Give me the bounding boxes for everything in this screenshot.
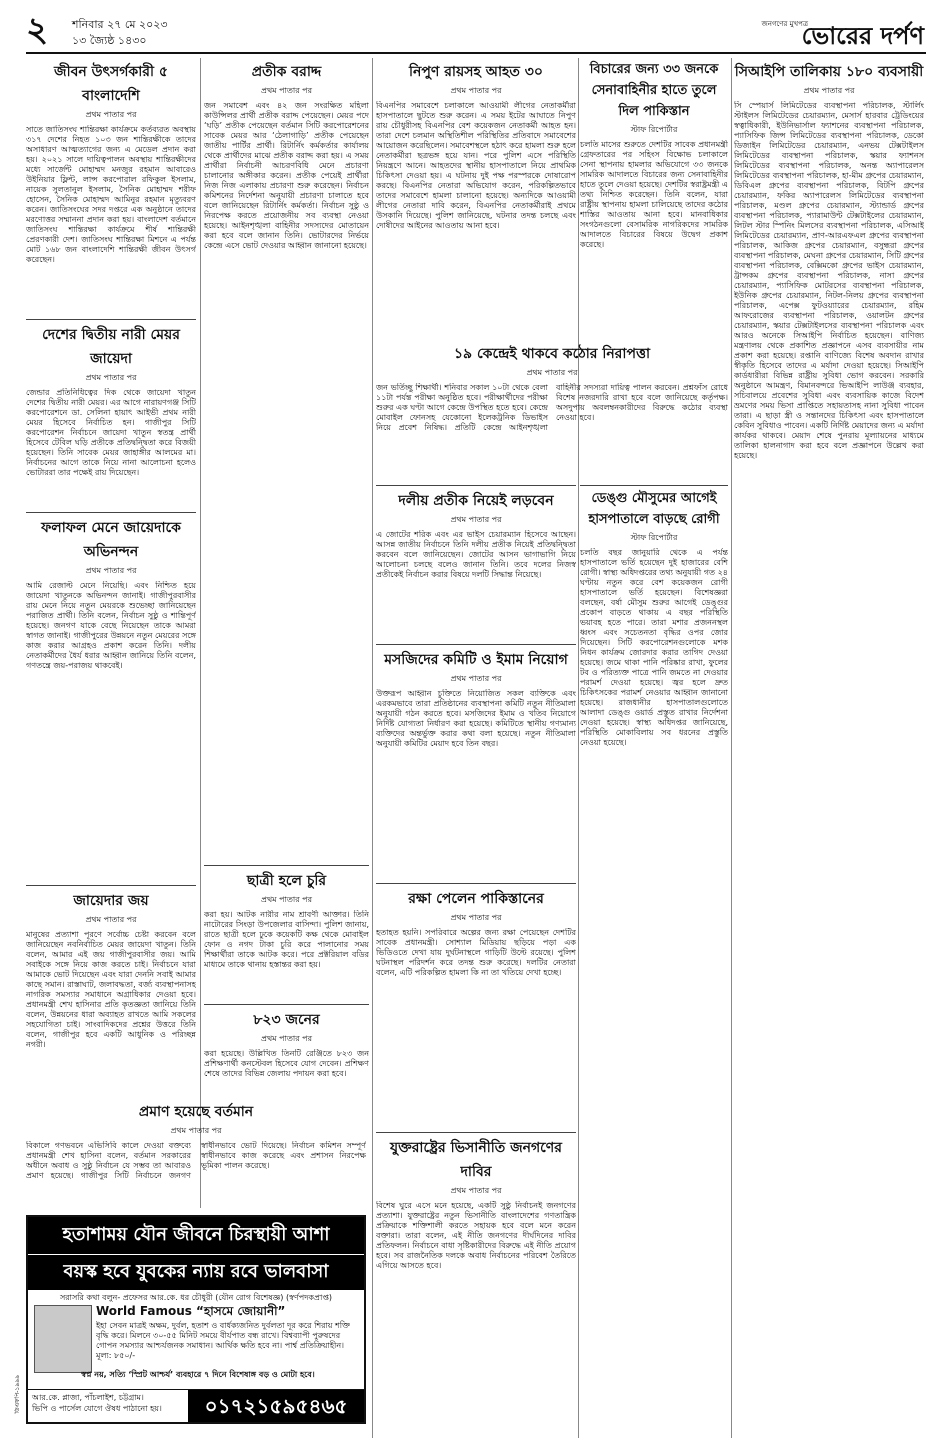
divider <box>26 319 196 320</box>
article-headline: দলীয় প্রতীক নিয়েই লড়বেন <box>398 493 554 509</box>
ad-body: ইহা সেবন মাত্রই অক্ষম, দুর্বল, হতাশ ও বার্ধক্যজনিত দুর্বলতা দূর করে শিরায় শক্তি বৃদ্ধি করে। মিলনে ৩০-৫৫ মিনিট সময়ে বীর্যপাত বন্ধ রাখে। বিশ্বব্যাপী পুরুষদের গোপন সমস্যার আশ্চর্যজনক সমাধান। আর্থিক ক্ষতি হবে না। পার্শ্ব প্রতিক্রিয়াহীন। মূল্য: ৮৫০/- <box>96 1321 350 1360</box>
byline: স্টাফ রিপোর্টার <box>630 125 678 134</box>
continued-label: প্রথম পাতার পর <box>450 913 502 922</box>
article-body: জন ভর্তিচ্ছু শিক্ষার্থী। শনিবার সকাল ১০টা থেকে বেলা ১১টা পর্যন্ত পরীক্ষা অনুষ্ঠিত হবে। পরীক্ষার্থীদের পরীক্ষা শুরুর এক ঘণ্টা আগে কেন্দ্রে উপস্থিত হতে হবে। কেন্দ্রে মোবাইল ফোনসহ যেকোনো ইলেকট্রনিক ডিভাইস নিয়ে প্রবেশ নিষিদ্ধ। প্রতিটি কেন্দ্রে আইনশৃঙ্খলা বাহিনীর সদস্যরা দায়িত্ব পালন করবেন। প্রশ্নফাঁস রোধে বিশেষ নজরদারি রাখা হবে বলে জানিয়েছে কর্তৃপক্ষ। অসদুপায় অবলম্বনকারীদের বিরুদ্ধে কঠোর ব্যবস্থা নেওয়া হবে। <box>376 383 728 432</box>
ad-phone-number: ০১৭২১৫৯৫৪৬৫ <box>188 1390 364 1422</box>
byline: স্টাফ রিপোর্টার <box>630 533 678 542</box>
article-headline: ছাত্রী হলে চুরি <box>246 873 327 889</box>
article-body: সি স্পেয়ার্স লিমিটেডের ব্যবস্থাপনা পরিচালক, স্টার্লিং স্টাইলস লিমিটেডের চেয়ারম্যান, মেসার্স হারবার ট্রেডিংয়ের স্বত্বাধিকারী, ইউনিভার্সাল ফ্যাশনের ব্যবস্থাপনা পরিচালক, প্যাসিফিক জিন্স লিমিটেডের ব্যবস্থাপনা পরিচালক, ডেকো ডিজাইন লিমিটেডের চেয়ারম্যান, এনভয় টেক্সটাইলস লিমিটেডের ব্যবস্থাপনা পরিচালক, স্কয়ার ফ্যাশনস লিমিটেডের ব্যবস্থাপনা পরিচালক, অনন্ত অ্যাপারেলস লিমিটেডের ব্যবস্থাপনা পরিচালক, হা-মীম গ্রুপের চেয়ারম্যান, ডিবিএল গ্রুপের ব্যবস্থাপনা পরিচালক, বিটপি গ্রুপের চেয়ারম্যান, ফকির অ্যাপারেলস লিমিটেডের ব্যবস্থাপনা পরিচালক, মণ্ডল গ্রুপের চেয়ারম্যান, স্ট্যান্ডার্ড গ্রুপের ব্যবস্থাপনা পরিচালক, প্যারামাউন্ট টেক্সটাইলের চেয়ারম্যান, লিটল স্টার স্পিনিং মিলসের ব্যবস্থাপনা পরিচালক, এসিআই লিমিটেডের চেয়ারম্যান, প্রাণ-আরএফএল গ্রুপের ব্যবস্থাপনা পরিচালক, আকিজ গ্রুপের চেয়ারম্যান, বসুন্ধরা গ্রুপের ব্যবস্থাপনা পরিচালক, মেঘনা গ্রুপের চেয়ারম্যান, সিটি গ্রুপের ব্যবস্থাপনা পরিচালক, বেক্সিমকো গ্রুপের ভাইস চেয়ারম্যান, ট্রান্সকম গ্রুপের ব্যবস্থাপনা পরিচালক, নাসা গ্রুপের চেয়ারম্যান, প্যাসিফিক মোটরসের ব্যবস্থাপনা পরিচালক, ইউনিক গ্রুপের চেয়ারম্যান, নিটল-নিলয় গ্রুপের ব্যবস্থাপনা পরিচালক, এপেক্স ফুটওয়্যারের চেয়ারম্যান, রহিম আফরোজের ব্যবস্থাপনা পরিচালক, ওয়ালটন গ্রুপের চেয়ারম্যান, স্কয়ার টেক্সটাইলসের ব্যবস্থাপনা পরিচালক এবং আরও অনেকে সিআইপি নির্বাচিত হয়েছেন। বাণিজ্য মন্ত্রণালয় থেকে প্রকাশিত প্রজ্ঞাপনে এসব ব্যবসায়ীর নাম প্রকাশ করা হয়েছে। রপ্তানি বাণিজ্যে বিশেষ অবদান রাখার স্বীকৃতি হিসেবে তাদের এ মর্যাদা দেওয়া হয়েছে। সিআইপি কার্ডধারীরা বিভিন্ন রাষ্ট্রীয় সুবিধা ভোগ করবেন। সরকারি অনুষ্ঠানে আমন্ত্রণ, বিমানবন্দরে ভিআইপি লাউঞ্জ ব্যবহার, সচিবালয়ে প্রবেশের সুবিধা এবং ব্যবসায়িক কাজে বিদেশ ভ্রমণের সময় ভিসা প্রাপ্তিতে সহায়তাসহ নানা সুবিধা পাবেন তারা। এ ছাড়া স্ত্রী ও সন্তানদের চিকিৎসা এবং হাসপাতালে কেবিন সুবিধাও পাবেন। একটি নির্দিষ্ট মেয়াদের জন্য এ মর্যাদা কার্যকর থাকবে। মেয়াদ শেষে পুনরায় মূল্যায়নের মাধ্যমে তালিকা হালনাগাদ করা হবে বলে প্রজ্ঞাপনে উল্লেখ করা হয়েছে। <box>734 101 924 460</box>
divider <box>26 885 196 886</box>
article-headline: জীবন উৎসর্গকারী ৫ বাংলাদেশি <box>54 64 168 104</box>
article-body: আমি রেজাল্ট মেনে নিয়েছি। এবং নিশ্চিত হয়ে জায়েদা খাতুনকে অভিনন্দন জানাই। গাজীপুরবাসীর রায় মেনে নিয়ে নতুন মেয়রকে শুভেচ্ছা জানিয়েছেন পরাজিত প্রার্থী। তিনি বলেন, নির্বাচন সুষ্ঠু ও শান্তিপূর্ণ হয়েছে। জনগণ যাকে বেছে নিয়েছেন তাকে আমরা স্বাগত জানাই। গাজীপুরের উন্নয়নে নতুন মেয়রের সঙ্গে কাজ করার আগ্রহও প্রকাশ করেন তিনি। দলীয় নেতাকর্মীদের ধৈর্য ধরার আহ্বান জানিয়ে তিনি বলেন, গণতন্ত্রে জয়-পরাজয় থাকবেই। <box>26 581 196 670</box>
continued-label: প্রথম পাতার পর <box>803 86 855 95</box>
article-823 <box>204 1008 369 1109</box>
date-bengali: ১৩ জ্যৈষ্ঠ ১৪৩০ <box>72 34 147 47</box>
article-body: বিকালে গণভবনে এভিসিবি কালে দেওয়া বক্তব্যে প্রধানমন্ত্রী শেখ হাসিনা বলেন, বর্তমান সরকারের অধীনে অবাধ ও সুষ্ঠু নির্বাচন যে সম্ভব তা আবারও প্রমাণ হয়েছে। গাজীপুর সিটি নির্বাচনে জনগণ স্বাধীনভাবে ভোট দিয়েছে। নির্বাচন কমিশন সম্পূর্ণ স্বাধীনভাবে কাজ করেছে এবং প্রশাসন নিরপেক্ষ ভূমিকা পালন করেছে। <box>26 1141 366 1180</box>
column-3 <box>376 58 576 343</box>
ad-address-line: আর.কে. প্লাজা, পাঁচলাইশ, চট্টগ্রাম। <box>32 1393 144 1402</box>
doctor-portrait <box>34 1305 92 1373</box>
article-female-mayor <box>26 323 196 508</box>
article-body: চলতি মাসের শুরুতে দেশটির সাবেক প্রধানমন্ত্রী গ্রেফতারের পর সহিংস বিক্ষোভ চলাকালে সেনা স্থাপনায় হামলার অভিযোগে ৩৩ জনকে সামরিক আদালতে বিচারের জন্য সেনাবাহিনীর হাতে তুলে দেওয়া হয়েছে। দেশটির স্বরাষ্ট্রমন্ত্রী এ তথ্য নিশ্চিত করেছেন। তিনি বলেন, যারা রাষ্ট্রীয় স্থাপনায় হামলা চালিয়েছে তাদের কঠোর শাস্তির আওতায় আনা হবে। মানবাধিকার সংগঠনগুলো বেসামরিক নাগরিকদের সামরিক আদালতে বিচারের বিষয়ে উদ্বেগ প্রকাশ করেছে। <box>580 140 728 249</box>
article-us-visa-policy <box>376 1136 576 1381</box>
column-1 <box>26 58 196 1134</box>
article-body: সাতে জাতিসংঘ শান্তিরক্ষা কার্যক্রমে কর্তব্যরত অবস্থায় ৩১৭ দেশের নিহত ১০৩ জন শান্তিরক্ষীকে তাদের অসাধারণ আত্মত্যাগের জন্য এ মেডেল প্রদান করা হয়। ২০২১ সালে দায়িত্বপালন অবস্থায় শান্তিরক্ষীদের মধ্যে সার্জেন্ট মোহাম্মদ মনজুর রহমান আবারেও উইনিয়ার ফ্লিন্ট, লান্স করপোরাল রফিকুল ইসলাম, নায়েক সুলতানুল ইসলাম, সৈনিক মোহাম্মদ শরীফ হোসেন, সৈনিক মোহাম্মদ আমিনুর রহমান মৃত্যুবরণ করেন। জাতিসংঘের সদর দপ্তরে এক অনুষ্ঠানে তাদের মরণোত্তর সম্মাননা প্রদান করা হয়। বাংলাদেশ বর্তমানে জাতিসংঘ শান্তিরক্ষা কার্যক্রমে শীর্ষ শান্তিরক্ষী প্রেরণকারী দেশ। জাতিসংঘ শান্তিরক্ষা মিশনে এ পর্যন্ত মোট ১৬৮ জন বাংলাদেশি শান্তিরক্ষী জীবন উৎসর্গ করেছেন। <box>26 125 196 264</box>
column-5 <box>734 58 924 1445</box>
article-body: জন সমাবেশ এবং ৪২ জন সংরক্ষিত মহিলা কাউন্সিলর প্রার্থী প্রতীক বরাদ্দ পেয়েছেন। মেয়র পদে ‘ঘড়ি’ প্রতীক পেয়েছেন বর্তমান সিটি করপোরেশনের সাবেক মেয়র আর ‘ঠেলাগাড়ি’ প্রতীক পেয়েছেন জাতীয় পার্টির প্রার্থী। রিটার্নিং কর্মকর্তার কার্যালয় থেকে প্রার্থীদের মাঝে প্রতীক বরাদ্দ করা হয়। এ সময় প্রার্থীরা নির্বাচনী আচরণবিধি মেনে প্রচারণা চালানোর অঙ্গীকার করেন। প্রতীক পেয়েই প্রার্থীরা নিজ নিজ এলাকায় প্রচারণা শুরু করেছেন। নির্বাচন কমিশনের নির্দেশনা অনুযায়ী প্রচারণা চালাতে হবে বলে জানিয়েছেন রিটার্নিং কর্মকর্তা। নির্বাচন সুষ্ঠু ও নিরপেক্ষ করতে প্রয়োজনীয় সব ব্যবস্থা নেওয়া হয়েছে। আইনশৃঙ্খলা বাহিনীর সদস্যদের মোতায়েন করা হবে বলে জানান তিনি। ভোটারদের নির্ভয়ে কেন্দ্রে এসে ভোট দেওয়ার আহ্বান জানানো হয়েছে। <box>204 101 369 250</box>
date-gregorian: শনিবার ২৭ মে ২০২৩ <box>72 18 168 31</box>
masthead-logo: ভোরের দর্পণ <box>801 21 924 50</box>
article-body: এ জোটের শরিক এবং এর ভাইস চেয়ারম্যান হিসেবে আছেন। আসন্ন জাতীয় নির্বাচনে তিনি দলীয় প্রতীক নিয়েই প্রতিদ্বন্দ্বিতা করবেন বলে জানিয়েছেন। জোটের আসন ভাগাভাগি নিয়ে আলোচনা চলছে বলেও জানান তিনি। তবে দলের নিজস্ব প্রতীকেই নির্বাচন করার বিষয়ে দলটি সিদ্ধান্ত নিয়েছে। <box>376 530 576 579</box>
continued-label: প্রথম পাতার পর <box>85 110 137 119</box>
article-headline: প্রমাণ হয়েছে বর্তমান <box>138 1104 254 1120</box>
article-body: জেন্ডার প্রতিনিধিত্বের দিক থেকে জায়েদা খাতুন দেশের দ্বিতীয় নারী মেয়র। এর আগে নারায়ণগঞ্জ সিটি করপোরেশনে ডা. সেলিনা হায়াৎ আইভী প্রথম নারী মেয়র হিসেবে নির্বাচিত হন। গাজীপুর সিটি করপোরেশন নির্বাচনে জায়েদা খাতুন স্বতন্ত্র প্রার্থী হিসেবে টেবিল ঘড়ি প্রতীকে প্রতিদ্বন্দ্বিতা করে বিজয়ী হয়েছেন। তিনি সাবেক মেয়র জাহাঙ্গীর আলমের মা। নির্বাচনের আগে তাকে নিয়ে নানা আলোচনা হলেও ভোটাররা তার পক্ষেই রায় দিয়েছেন। <box>26 388 196 477</box>
column-4 <box>580 58 728 329</box>
continued-label: প্রথম পাতার পর <box>526 368 578 377</box>
article-body: বিশেষ ঘুরে এসে মনে হয়েছে, একটি সুষ্ঠু নির্বাচনই জনগণের প্রত্যাশা। যুক্তরাষ্ট্রের নতুন ভিসানীতি বাংলাদেশের গণতান্ত্রিক প্রক্রিয়াকে শক্তিশালী করতে সহায়ক হবে বলে মনে করেন বক্তারা। তারা বলেন, এই নীতি জনগণের দীর্ঘদিনের দাবির প্রতিফলন। নির্বাচনে বাধা সৃষ্টিকারীদের বিরুদ্ধে এই নীতি প্রয়োগ হবে। সব রাজনৈতিক দলকে অবাধ নির্বাচনের পরিবেশ তৈরিতে এগিয়ে আসতে হবে। <box>376 1201 576 1270</box>
article-body: হতাহত হয়নি। সপরিবারে অল্পের জন্য রক্ষা পেয়েছেন দেশটির সাবেক প্রধানমন্ত্রী। সোশ্যাল মিডিয়ায় ছড়িয়ে পড়া এক ভিডিওতে দেখা যায় দুর্ঘটনাস্থলে গাড়িটি উল্টে রয়েছে। পুলিশ ঘটনাস্থল পরিদর্শন করে তদন্ত শুরু করেছে। দলটির নেতারা বলেন, এটি পরিকল্পিত হামলা কি না তা খতিয়ে দেখা হচ্ছে। <box>376 928 576 977</box>
ad-delivery-line: ভিপি ও পার্সেল যোগে ঔষধ পাঠানো হয়। <box>32 1404 162 1413</box>
ad-footer <box>28 1389 364 1422</box>
article-body: করা হয়েছে। উল্লিখিত তিনটি রেঞ্জিতে ৮২৩ জন প্রশিক্ষণার্থী কনস্টেবল হিসেবে যোগ দেবেন। প্রশিক্ষণ শেষে তাদের বিভিন্ন জেলায় পদায়ন করা হবে। <box>204 1049 369 1078</box>
article-nipun-roy <box>376 60 576 339</box>
article-headline: রক্ষা পেলেন পাকিস্তানের <box>408 891 544 907</box>
ad-headline-2: বয়স্ক হবে যুবকের ন্যায় রবে ভালবাসা <box>28 1254 364 1290</box>
article-headline: জায়েদার জয় <box>73 893 149 909</box>
divider <box>376 1132 576 1133</box>
article-headline: ফলাফল মেনে জায়েদাকে অভিনন্দন <box>41 520 181 560</box>
divider <box>376 644 576 645</box>
continued-label: প্রথম পাতার পর <box>450 1186 502 1195</box>
continued-label: প্রথম পাতার পর <box>450 674 502 683</box>
article-headline: মসজিদের কমিটি ও ইমাম নিয়োগ <box>384 652 568 668</box>
ad-headline-1: হতাশাময় যৌন জীবনে চিরস্থায়ী আশা <box>28 1217 364 1254</box>
article-mosque-committee <box>376 648 576 879</box>
column-divider <box>200 58 201 1208</box>
article-symbol-allocation <box>204 60 369 861</box>
article-congratulations <box>26 516 196 881</box>
article-headline: প্রতীক বরাদ্দ <box>251 64 322 80</box>
article-peacekeepers <box>26 60 196 315</box>
article-headline: নিপুণ রায়সহ আহত ৩০ <box>409 64 543 80</box>
continued-label: প্রথম পাতার পর <box>450 86 502 95</box>
column-2 <box>204 58 369 1113</box>
divider <box>580 485 728 486</box>
article-body: উক্তরূপ আহ্বান চুক্তিতে নিয়োজিত সকল ব্যক্তিকে এবং এরকমভাবে তারা প্রতিষ্ঠানের ব্যবস্থাপনা কমিটি নতুন নীতিমালা অনুযায়ী গঠন করতে হবে। মসজিদের ইমাম ও খতিব নিয়োগে নির্দিষ্ট যোগ্যতা নির্ধারণ করা হয়েছে। কমিটিতে স্থানীয় গণ্যমান্য ব্যক্তিদের অন্তর্ভুক্ত করার কথা বলা হয়েছে। নতুন নীতিমালা অনুযায়ী কমিটির মেয়াদ হবে তিন বছর। <box>376 689 576 748</box>
divider <box>204 1004 369 1005</box>
column-divider <box>578 58 579 1438</box>
article-headline: ডেঙ্গু মৌসুমের আগেই হাসপাতালে বাড়ছে রোগী <box>588 491 720 527</box>
page-header <box>26 12 926 54</box>
article-body: চলতি বছর জানুয়ারি থেকে এ পর্যন্ত হাসপাতালে ভর্তি হয়েছেন দুই হাজারের বেশি রোগী। স্বাস্থ্য অধিদপ্তরের তথ্য অনুযায়ী গত ২৪ ঘণ্টায় নতুন করে বেশ কয়েকজন রোগী হাসপাতালে ভর্তি হয়েছেন। বিশেষজ্ঞরা বলছেন, বর্ষা মৌসুম শুরুর আগেই ডেঙ্গুর প্রকোপ বাড়তে থাকায় এ বছর পরিস্থিতি ভয়াবহ হতে পারে। তারা মশার প্রজননস্থল ধ্বংস এবং সচেতনতা বৃদ্ধির ওপর জোর দিয়েছেন। সিটি করপোরেশনগুলোকে মশক নিধন কার্যক্রম জোরদার করার তাগিদ দেওয়া হয়েছে। জমে থাকা পানি পরিষ্কার রাখা, ফুলের টব ও পরিত্যক্ত পাত্রে পানি জমতে না দেওয়ার পরামর্শ দেওয়া হয়েছে। জ্বর হলে দ্রুত চিকিৎসকের পরামর্শ নেওয়ার আহ্বান জানানো হয়েছে। রাজধানীর হাসপাতালগুলোতে আলাদা ডেঙ্গু ওয়ার্ড প্রস্তুত রাখার নির্দেশনা দেওয়া হয়েছে। স্বাস্থ্য অধিদপ্তর জানিয়েছে, পরিস্থিতি মোকাবিলায় সব ধরনের প্রস্তুতি নেওয়া হয়েছে। <box>580 548 728 747</box>
article-headline: সিআইপি তালিকায় ১৮০ ব্যবসায়ী <box>734 64 924 80</box>
article-body: করা হয়। আটক নারীর নাম শ্রাবণী আক্তার। তিনি নাটোরের সিংড়া উপজেলার বাসিন্দা। পুলিশ জানায়, রাতে ছাত্রী হলে ঢুকে কয়েকটি কক্ষ থেকে মোবাইল ফোন ও নগদ টাকা চুরি করে পালানোর সময় শিক্ষার্থীরা তাকে আটক করে। পরে প্রক্টরিয়াল বডির মাধ্যমে তাকে থানায় হস্তান্তর করা হয়। <box>204 910 369 969</box>
ad-doctor-line: সরাসরি কথা বলুন- প্রফেসর আর.কে. ধর চৌধুরী (যৌন রোগ বিশেষজ্ঞ) (স্বর্ণপদকপ্রাপ্ত) <box>59 1293 333 1302</box>
article-pakistan-escape <box>376 887 576 1128</box>
divider <box>376 485 576 486</box>
page-number: ২ <box>26 10 49 50</box>
article-security <box>376 340 728 497</box>
article-pakistan-army <box>580 60 728 325</box>
masthead-tagline: জনগণের মুখপত্র <box>761 20 808 28</box>
column-divider <box>372 58 373 1438</box>
divider <box>26 512 196 513</box>
article-party-symbol <box>376 489 576 640</box>
continued-label: প্রথম পাতার পর <box>85 566 137 575</box>
article-dengue <box>580 489 728 1368</box>
continued-label: প্রথম পাতার পর <box>170 1126 222 1135</box>
article-headline: ৮২৩ জনের <box>253 1012 320 1028</box>
article-body: মানুষের প্রত্যাশা পূরণে সর্বোচ্চ চেষ্টা করবেন বলে জানিয়েছেন নবনির্বাচিত মেয়র জায়েদা খাতুন। তিনি বলেন, আমার এই জয় গাজীপুরবাসীর জয়। আমি সবাইকে সঙ্গে নিয়ে কাজ করতে চাই। নির্বাচনে যারা আমাকে ভোট দিয়েছেন এবং যারা দেননি সবাই আমার কাছে সমান। রাস্তাঘাট, জলাবদ্ধতা, বর্জ্য ব্যবস্থাপনাসহ নাগরিক সমস্যার সমাধানে অগ্রাধিকার দেওয়া হবে। প্রধানমন্ত্রী শেখ হাসিনার প্রতি কৃতজ্ঞতা জানিয়ে তিনি বলেন, উন্নয়নের ধারা অব্যাহত রাখতে আমি সকলের সহযোগিতা চাই। সাংবাদিকদের প্রশ্নের উত্তরে তিনি বলেন, গাজীপুর হবে একটি আধুনিক ও পরিচ্ছন্ন নগরী। <box>26 930 196 1049</box>
advertisement <box>26 1215 366 1424</box>
column-4-lower <box>580 482 728 1372</box>
article-headline: বিচারের জন্য ৩৩ জনকে সেনাবাহিনীর হাতে তুলে দিল পাকিস্তান <box>589 62 719 119</box>
article-headline: দেশের দ্বিতীয় নারী মেয়র জায়েদা <box>42 327 180 367</box>
continued-label: প্রথম পাতার পর <box>85 373 137 382</box>
article-body: বিএনপির সমাবেশে চলাকালে আওয়ামী লীগের নেতাকর্মীরা হাসপাতালে ছুটতে শুরু করেন। এ সময় ইটের আঘাতে নিপুণ রায় চৌধুরীসহ বিএনপির বেশ কয়েকজন নেতাকর্মী আহত হন। তারা দেশে চলমান অস্থিতিশীল পরিস্থিতির প্রতিবাদে সমাবেশের আয়োজন করেছিলেন। সমাবেশস্থলে হঠাৎ করে হামলা শুরু হলে নেতাকর্মীরা ছত্রভঙ্গ হয়ে যান। পরে পুলিশ এসে পরিস্থিতি নিয়ন্ত্রণে আনে। আহতদের স্থানীয় হাসপাতালে নিয়ে প্রাথমিক চিকিৎসা দেওয়া হয়। এ ঘটনায় দুই পক্ষ পরস্পরকে দোষারোপ করছে। বিএনপির নেতারা অভিযোগ করেন, পরিকল্পিতভাবে তাদের সমাবেশে হামলা চালানো হয়েছে। অন্যদিকে আওয়ামী লীগের নেতারা দাবি করেন, বিএনপির নেতাকর্মীরাই প্রথমে উসকানি দিয়েছে। পুলিশ জানিয়েছে, ঘটনার তদন্ত চলছে এবং দোষীদের আইনের আওতায় আনা হবে। <box>376 101 576 230</box>
ad-offer: স্বপ্ন নয়, সত্যি ‘স্প্রিট আশ্চর্য’ ব্যবহারে ৭ দিনে বিশেষাঙ্গ বড় ও মোটা হবে। <box>81 1370 315 1379</box>
article-victory <box>26 889 196 1130</box>
ad-product-name: World Famous “হাসমে জোয়ানী” <box>96 1304 286 1318</box>
divider <box>376 883 576 884</box>
continued-label: প্রথম পাতার পর <box>261 895 312 904</box>
article-proof <box>26 1098 366 1225</box>
continued-label: প্রথম পাতার পর <box>261 86 312 95</box>
divider <box>204 865 369 866</box>
article-cip-list <box>734 60 924 1441</box>
article-headline: যুক্তরাষ্ট্রের ভিসানীতি জনগণের দাবির <box>390 1140 562 1180</box>
dfp-code: ডিএফপি-১৯৯৯ <box>14 1375 21 1414</box>
continued-label: প্রথম পাতার পর <box>261 1034 312 1043</box>
continued-label: প্রথম পাতার পর <box>85 915 137 924</box>
article-hostel-theft <box>204 869 369 1000</box>
column-divider <box>731 58 732 1438</box>
continued-label: প্রথম পাতার পর <box>450 515 502 524</box>
ad-address <box>32 1392 182 1414</box>
column-3-lower <box>376 482 576 1385</box>
article-headline: ১৯ কেন্দ্রেই থাকবে কঠোর নিরাপত্তা <box>453 346 651 362</box>
